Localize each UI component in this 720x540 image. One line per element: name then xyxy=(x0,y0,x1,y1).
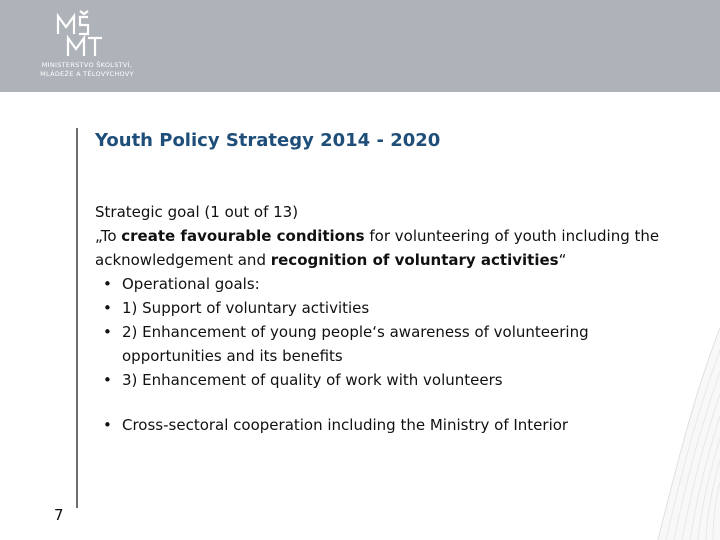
bullet-item xyxy=(95,296,670,320)
bullet-item xyxy=(95,272,670,296)
bullet-item-cooperation xyxy=(95,413,670,437)
logo-text-line-1: MINISTERSTVO ŠKOLSTVÍ, xyxy=(41,61,133,69)
quote-mid: for volunteering of youth including the acknowledgement and xyxy=(95,227,660,269)
bullet-text: 3) Enhancement of quality of work with volunteers xyxy=(122,371,503,389)
bullet-dot-icon: • xyxy=(103,371,112,389)
quote-open: „To xyxy=(95,227,122,245)
bullet-dot-icon: • xyxy=(103,275,112,293)
msmt-monogram-icon xyxy=(22,10,152,60)
vertical-accent-line xyxy=(76,128,78,508)
logo-text-line-2: MLÁDEŽE A TĚLOVÝCHOVY xyxy=(40,70,134,78)
bullet-dot-icon: • xyxy=(103,299,112,317)
slide-body xyxy=(95,200,670,437)
strategic-goal-quote xyxy=(95,224,670,272)
quote-close: “ xyxy=(558,251,567,269)
bullet-text: 1) Support of voluntary activities xyxy=(122,299,370,317)
quote-bold-2: recognition of voluntary activities xyxy=(270,251,559,269)
bullet-item xyxy=(95,320,670,368)
bullet-dot-icon: • xyxy=(103,416,112,434)
slide-title: Youth Policy Strategy 2014 - 2020 xyxy=(95,130,441,151)
bullet-dot-icon: • xyxy=(103,323,112,341)
header-band xyxy=(0,0,720,92)
quote-bold-1: create favourable conditions xyxy=(121,227,365,245)
ministry-logo xyxy=(22,10,152,86)
bullet-item xyxy=(95,368,670,392)
bullet-text: Cross-sectoral cooperation including the Ministry of Interior xyxy=(122,416,569,434)
page-number: 7 xyxy=(54,506,64,524)
bullet-text: Operational goals: xyxy=(122,275,260,293)
bullet-text: 2) Enhancement of young people‘s awareness of volunteering opportunities and its benefits xyxy=(122,323,589,365)
page-curl-decoration-icon xyxy=(600,320,720,540)
strategic-goal-label: Strategic goal (1 out of 13) xyxy=(95,203,299,221)
